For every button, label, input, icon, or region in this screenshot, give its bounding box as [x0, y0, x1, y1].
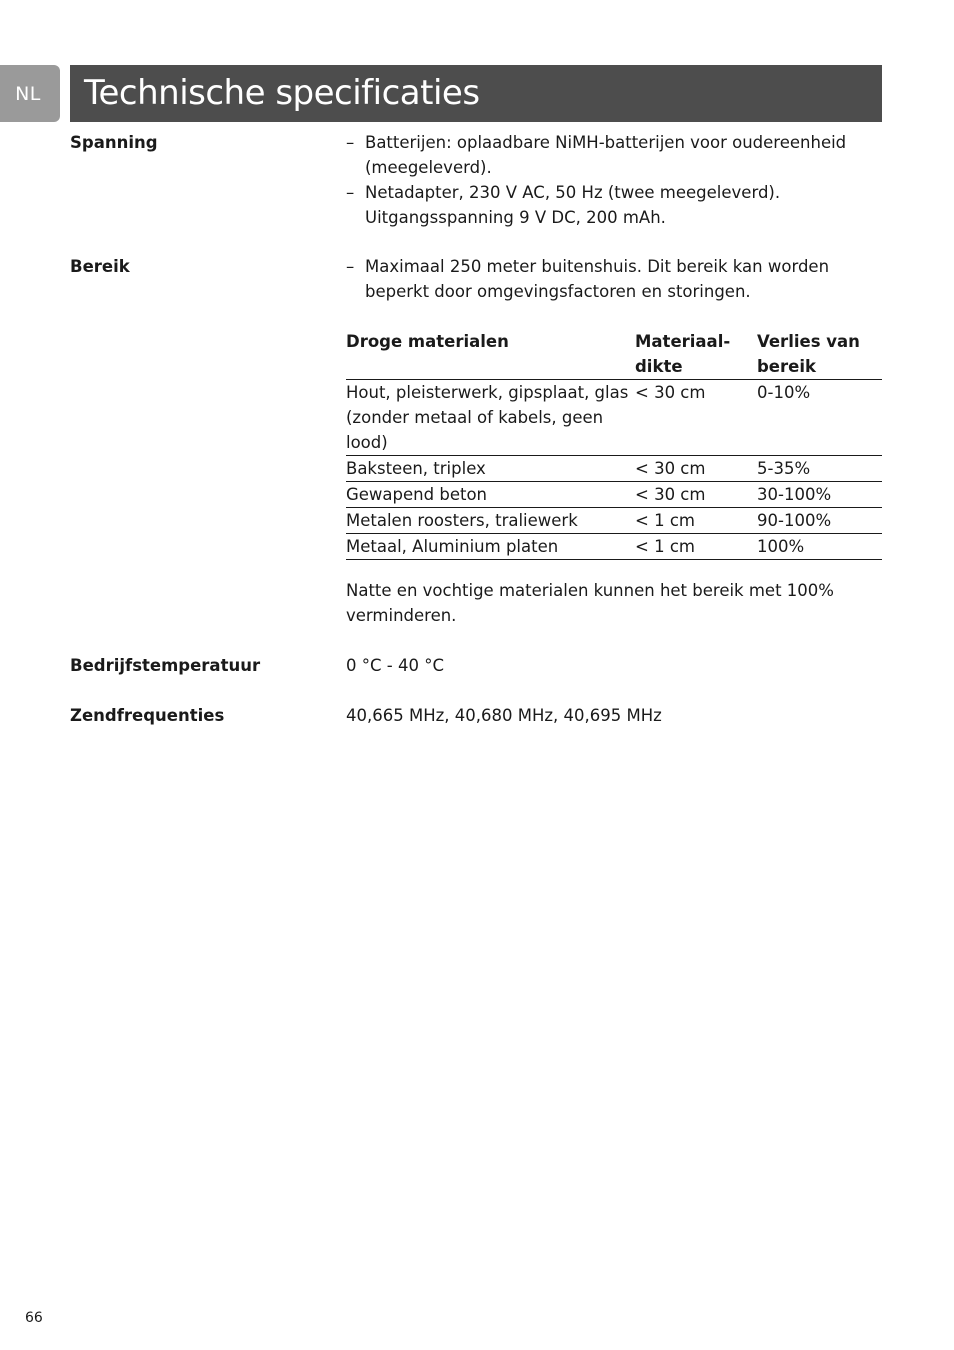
- dash: –: [346, 257, 355, 276]
- table-cell: < 1 cm: [635, 534, 757, 560]
- column-header: Verlies van bereik: [757, 329, 882, 380]
- table-cell: < 30 cm: [635, 380, 757, 456]
- table-cell: Gewapend beton: [346, 482, 635, 508]
- dash: –: [346, 183, 355, 202]
- table-row: [346, 380, 882, 456]
- spec-value-spanning: [346, 130, 882, 230]
- spec-label-spanning: Spanning: [70, 133, 158, 152]
- bullet-text: Netadapter, 230 V AC, 50 Hz (twee meegeleverd). Uitgangsspanning 9 V DC, 200 mAh.: [365, 183, 781, 227]
- table-cell: Metalen roosters, traliewerk: [346, 508, 635, 534]
- column-header: Materiaal-dikte: [635, 329, 757, 380]
- spec-value-bereik: [346, 254, 882, 304]
- bereik-bullet-1: [346, 254, 882, 304]
- spec-value-frequencies: 40,665 MHz, 40,680 MHz, 40,695 MHz: [346, 706, 662, 725]
- language-tab: NL: [0, 65, 60, 122]
- table-row: [346, 508, 882, 534]
- table-cell: 5-35%: [757, 456, 882, 482]
- table-row: [346, 456, 882, 482]
- spec-value-temperature: 0 °C - 40 °C: [346, 656, 444, 675]
- spanning-bullet-1: [346, 130, 882, 180]
- table-row: [346, 534, 882, 560]
- spec-label-bereik: Bereik: [70, 257, 130, 276]
- table-cell: Hout, pleisterwerk, gipsplaat, glas (zonder metaal of kabels, geen lood): [346, 380, 635, 456]
- spanning-bullet-2: [346, 180, 882, 230]
- page-number: 66: [25, 1310, 43, 1326]
- table-cell: < 30 cm: [635, 482, 757, 508]
- table-cell: < 1 cm: [635, 508, 757, 534]
- table-header-row: [346, 329, 882, 380]
- table-row: [346, 482, 882, 508]
- spec-label-temperature: Bedrijfstemperatuur: [70, 656, 261, 675]
- table-cell: 0-10%: [757, 380, 882, 456]
- bullet-text: Batterijen: oplaadbare NiMH-batterijen voor oudereenheid (meegeleverd).: [365, 133, 847, 177]
- table-cell: Metaal, Aluminium platen: [346, 534, 635, 560]
- column-header: Droge materialen: [346, 329, 635, 380]
- table-cell: Baksteen, triplex: [346, 456, 635, 482]
- bereik-note: Natte en vochtige materialen kunnen het bereik met 100% verminderen.: [346, 581, 834, 625]
- bullet-text: Maximaal 250 meter buitenshuis. Dit bereik kan worden beperkt door omgevingsfactoren en storingen.: [365, 257, 830, 301]
- table-cell: 30-100%: [757, 482, 882, 508]
- table-cell: < 30 cm: [635, 456, 757, 482]
- table-cell: 90-100%: [757, 508, 882, 534]
- spec-label-frequencies: Zendfrequenties: [70, 706, 225, 725]
- page-title: Technische specificaties: [70, 65, 882, 122]
- table-cell: 100%: [757, 534, 882, 560]
- dash: –: [346, 133, 355, 152]
- materials-table: [346, 329, 882, 560]
